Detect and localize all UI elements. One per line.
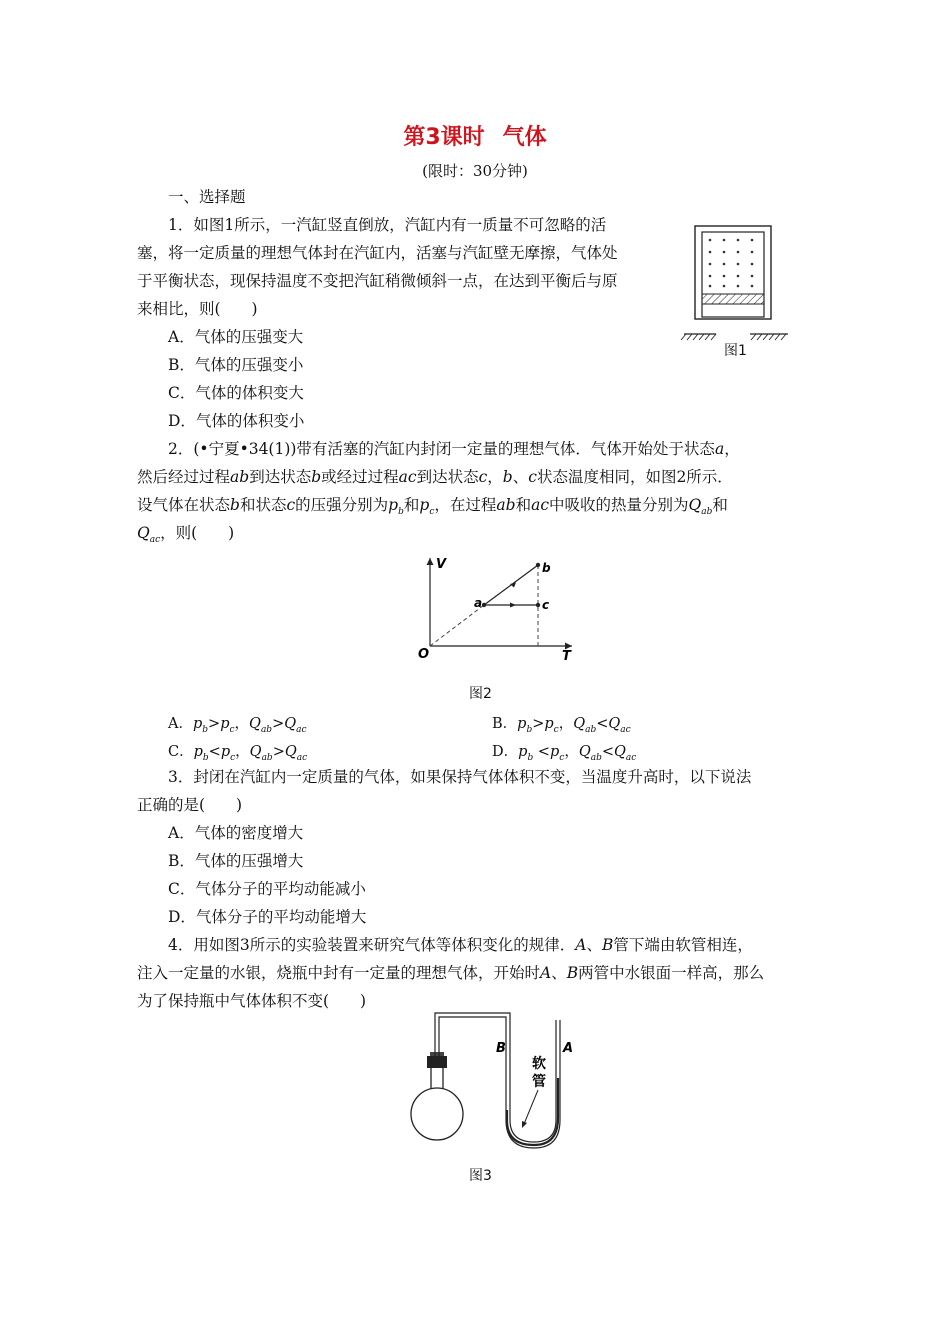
origin-label: O	[418, 647, 430, 662]
label-a: a	[474, 596, 483, 610]
figure-2-caption: 图2	[469, 686, 492, 702]
point-a	[482, 603, 486, 607]
q3-line-2: 正确的是( )	[137, 796, 243, 814]
q4-line-3: 为了保持瓶中气体体积不变( )	[137, 992, 367, 1010]
label-tube-b: B	[496, 1041, 506, 1056]
q3-line-1: 3．封闭在汽缸内一定质量的气体，如果保持气体体积不变，当温度升高时，以下说法	[168, 768, 752, 786]
point-b	[536, 563, 540, 567]
stopper	[427, 1056, 447, 1068]
extension-line	[430, 605, 484, 646]
q1-line-2: 塞，将一定质量的理想气体封在汽缸内，活塞与汽缸壁无摩擦，气体处	[137, 244, 618, 262]
figure-3-caption: 图3	[469, 1168, 492, 1184]
section-heading: 一、选择题	[168, 188, 246, 206]
arrow-ac	[510, 603, 516, 608]
label-hose-1: 软	[532, 1056, 546, 1072]
v-axis-label: V	[436, 557, 447, 572]
label-hose-2: 管	[532, 1074, 546, 1090]
q2-option-a: A．$p_b>p_c$，$Q_{ab}>Q_{ac}$	[168, 716, 307, 735]
q1-line-4: 来相比，则( )	[137, 300, 258, 318]
hose-inner	[510, 1120, 556, 1142]
process-ab	[484, 565, 538, 605]
q1-option-b: B．气体的压强变小	[168, 356, 304, 374]
q2-line-2: 然后经过过程ab到达状态b或经过过程ac到达状态c，b、c状态温度相同，如图2所示．	[137, 468, 733, 486]
point-c	[536, 603, 540, 607]
q2-option-c: C．$p_b<p_c$，$Q_{ab}>Q_{ac}$	[168, 744, 308, 763]
flask-bulb	[411, 1088, 463, 1140]
figure-1-cylinder	[680, 222, 792, 348]
figure-3-apparatus	[400, 1010, 590, 1160]
time-limit: (限时：30分钟)	[422, 162, 528, 180]
q1-option-a: A．气体的压强变大	[168, 328, 304, 346]
q1-option-d: D．气体的体积变小	[168, 412, 305, 430]
q3-option-d: D．气体分子的平均动能增大	[168, 908, 367, 926]
q2-line-3: 设气体在状态b和状态c的压强分别为$p_b$和$p_c$，在过程ab和ac中吸收的热量分别为$Q_{ab}$和	[137, 496, 728, 518]
figure-1-caption: 图1	[724, 343, 747, 359]
q2-option-b: B．$p_b>p_c$，$Q_{ab}<Q_{ac}$	[492, 716, 631, 735]
q3-option-c: C．气体分子的平均动能减小	[168, 880, 366, 898]
q2-option-d: D．$p_b <p_c$，$Q_{ab}<Q_{ac}$	[492, 744, 637, 763]
q4-line-1: 4．用如图3所示的实验装置来研究气体等体积变化的规律．A、B管下端由软管相连，	[168, 936, 753, 954]
figure-2-vt-graph	[400, 548, 590, 668]
q1-option-c: C．气体的体积变大	[168, 384, 304, 402]
q1-line-3: 于平衡状态，现保持温度不变把汽缸稍微倾斜一点，在达到平衡后与原	[137, 272, 618, 290]
q3-option-b: B．气体的压强增大	[168, 852, 304, 870]
q3-option-a: A．气体的密度增大	[168, 824, 304, 842]
label-c: c	[542, 598, 550, 612]
t-axis-label: T	[562, 649, 571, 664]
q2-line-4: $Q_{ac}$，则( )	[137, 524, 235, 546]
hose-pointer	[524, 1090, 538, 1124]
label-tube-a: A	[563, 1041, 574, 1056]
label-b: b	[542, 561, 551, 575]
q2-line-1: 2．(•宁夏•34(1))带有活塞的汽缸内封闭一定量的理想气体．气体开始处于状态a，	[168, 440, 740, 458]
q1-line-1: 1．如图1所示，一汽缸竖直倒放，汽缸内有一质量不可忽略的活	[168, 216, 607, 234]
q4-line-2: 注入一定量的水银，烧瓶中封有一定量的理想气体，开始时A、B两管中水银面一样高，那么	[137, 964, 765, 982]
page-title: 第3课时 气体	[403, 125, 547, 150]
